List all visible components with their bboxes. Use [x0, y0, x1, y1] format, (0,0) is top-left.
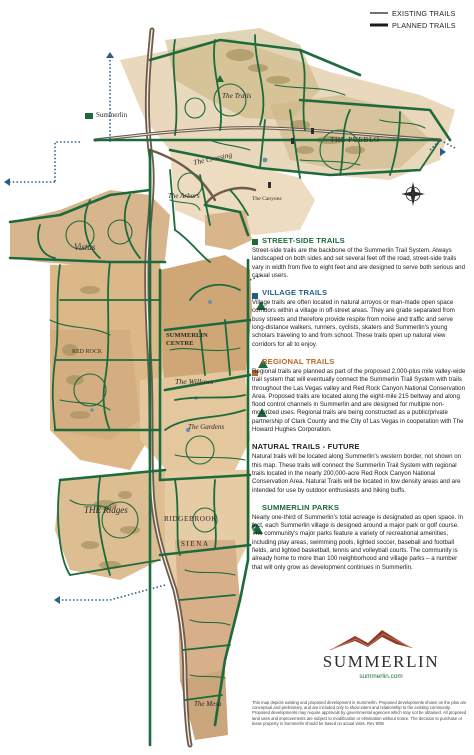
regional-title: REGIONAL TRAILS: [262, 356, 335, 366]
brand-name: SUMMERLIN: [322, 652, 440, 671]
parks-title: SUMMERLIN PARKS: [262, 502, 340, 512]
section-natural: [252, 442, 468, 494]
summerlin-mountain-logo: [330, 630, 412, 650]
section-parks: [252, 503, 468, 572]
parks-body: Nearly one-third of Summerlin's total acreage is designated as open space. In fact, each Summerlin village is designed around a major park or golf course. The community's major parks feature a variety of recreational amenities, including play areas, swimming pools, lighted soccer, baseball and football fields, and lighted basketball, tennis and volleyball courts. The community is already home to more than 100 neighborhood and village parks – a number that will only grow as development continues in Summerlin.: [252, 513, 464, 571]
natural-title: NATURAL TRAILS - FUTURE: [252, 442, 360, 452]
section-street-side: [252, 236, 468, 280]
label-the-ridges: THE Ridges: [84, 505, 128, 515]
label-the-willows: The Willows: [175, 377, 214, 386]
section-regional: [252, 357, 468, 434]
label-summerlin-centre: SUMMERLIN CENTRE: [166, 332, 208, 347]
village-body: Village trails are often located in natural arroyos or man-made open space corridors within a village in off-street areas. They are grade separated from busy streets and therefore provide respite from noise and traffic and serve long-distance walkers, runners, cyclists, skaters and Summerlin's young scholars traveling to and from school. These trails open up natural view corridors for all to enjoy.: [252, 299, 455, 348]
label-ridgebrook: RIDGEBROOK: [164, 515, 218, 523]
label-the-trails: The Trails: [222, 92, 252, 100]
label-siena: SIENA: [181, 540, 210, 548]
map-summerlin-marker-icon: [85, 113, 93, 119]
street-side-body: Street-side trails are the backbone of the Summerlin Trail System. Always landscaped on both sides and set several feet off the road, street-side trails vary in width from five to eight feet and are designed to serve both serious and casual users.: [252, 247, 465, 279]
natural-body: Natural trails will be located along Summerlin's western border, not shown on this map. These trails will connect the Summerlin Trail System with regional trails located in the nearly 200,000-acre Red Rock Canyon National Conservation Area. Natural Trails will be located in low density areas and are intended for use by outdoor enthusiasts and hiking buffs.: [252, 453, 462, 494]
label-red-rock: RED ROCK: [72, 349, 103, 355]
brand-url-link[interactable]: summerlin.com: [359, 673, 403, 680]
label-summerlin: Summerlin: [96, 111, 128, 119]
disclaimer-text: This map depicts existing and proposed development in Summerlin. Proposed developments shown on the plan are conceptual and preliminary, and are included only to show intent and relationship to the existing community. Proposed developments may require approvals by governmental agencies which may not be obtained. All proposed land uses and improvements are subject to modification or elimination without notice. The decision to purchase or lease property in Summerlin should be based on actual visits. Rev 9/08: [252, 700, 467, 726]
label-the-arbors: The Arbors: [168, 192, 200, 200]
north-compass-icon: [401, 182, 425, 206]
street-side-title: STREET-SIDE TRAILS: [262, 236, 345, 245]
regional-body: Regional trails are planned as part of the proposed 2,000-plus mile valley-wide trail system that will eventually connect the Summerlin Trail System with trails throughout the Las Vegas valley and Red Rock Canyon National Conservation Area. Proposed trails are located along the eight-mile 215 beltway and along flood control channels in Summerlin and are designed for multiple non-motorized uses. Regional trails are being constructed as a public/private partnership of Clark County and the City of Las Vegas in cooperation with The Howard Hughes Corporation.: [252, 367, 466, 434]
label-the-pueblo: THE PUEBLO: [330, 136, 380, 144]
label-the-canyons: The Canyons: [252, 196, 282, 202]
label-the-gardens: The Gardens: [188, 423, 225, 431]
summerlin-brand: [296, 652, 466, 680]
trail-descriptions-panel: [252, 236, 468, 580]
legend-planned-label: PLANNED TRAILS: [392, 21, 456, 30]
village-title: VILLAGE TRAILS: [262, 288, 328, 298]
legend-existing-label: EXISTING TRAILS: [392, 9, 456, 18]
label-the-mesa: The Mesa: [194, 700, 222, 708]
section-village: [252, 288, 468, 349]
label-vistas: Vistas: [74, 242, 96, 252]
label-the-crossing: The Crossing: [192, 150, 233, 167]
